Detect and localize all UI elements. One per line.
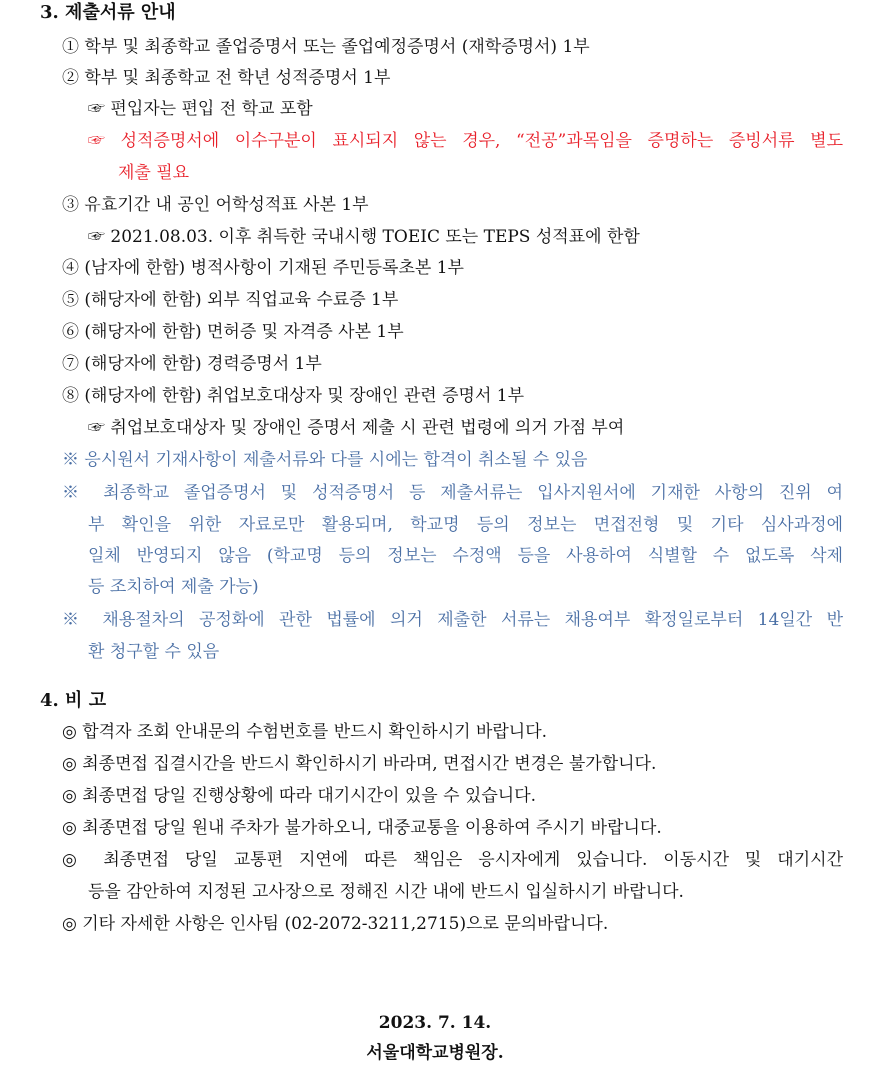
doc-item-4: ④ (남자에 한함) 병적사항이 기재된 주민등록초본 1부 <box>62 258 464 278</box>
doc-item-3-note: ☞ 2021.08.03. 이후 취득한 국내시행 TOEIC 또는 TEPS 성적표에 한함 <box>88 227 640 247</box>
doc-item-8: ⑧ (해당자에 한함) 취업보호대상자 및 장애인 관련 증명서 1부 <box>62 386 525 406</box>
document-issuer: 서울대학교병원장. <box>366 1043 504 1063</box>
doc-item-2-note-2: ☞ 성적증명서에 이수구분이 표시되지 않는 경우, “전공”과목임을 증명하는 증빙서류 별도 <box>88 131 843 151</box>
doc-item-3: ③ 유효기간 내 공인 어학성적표 사본 1부 <box>62 195 369 215</box>
doc-item-7: ⑦ (해당자에 한함) 경력증명서 1부 <box>62 354 322 374</box>
doc-item-5: ⑤ (해당자에 한함) 외부 직업교육 수료증 1부 <box>62 290 399 310</box>
notice-2-line-3: 일체 반영되지 않음 (학교명 등의 정보는 수정액 등을 사용하여 식별할 수 없도록 삭제 <box>88 546 843 566</box>
notice-1: ※ 응시원서 기재사항이 제출서류와 다를 시에는 합격이 취소될 수 있음 <box>62 450 588 470</box>
document-date: 2023. 7. 14. <box>378 1013 492 1033</box>
remark-2: ◎ 최종면접 집결시간을 반드시 확인하시기 바라며, 면접시간 변경은 불가합니다. <box>62 754 657 774</box>
notice-2-line-2: 부 확인을 위한 자료로만 활용되며, 학교명 등의 정보는 면접전형 및 기타 심사과정에 <box>88 515 843 535</box>
remark-1: ◎ 합격자 조회 안내문의 수험번호를 반드시 확인하시기 바랍니다. <box>62 722 548 742</box>
remark-4: ◎ 최종면접 당일 원내 주차가 불가하오니, 대중교통을 이용하여 주시기 바랍니다. <box>62 818 662 838</box>
section-3-title: 3. 제출서류 안내 <box>40 2 176 23</box>
doc-item-2-note-2-cont: 제출 필요 <box>118 163 190 183</box>
doc-item-2: ② 학부 및 최종학교 전 학년 성적증명서 1부 <box>62 68 391 88</box>
doc-item-1: ① 학부 및 최종학교 졸업증명서 또는 졸업예정증명서 (재학증명서) 1부 <box>62 37 590 57</box>
remark-5-line-2: 등을 감안하여 지정된 고사장으로 정해진 시간 내에 반드시 입실하시기 바랍니다. <box>88 882 684 902</box>
remark-6: ◎ 기타 자세한 사항은 인사팀 (02-2072-3211,2715)으로 문의바랍니다. <box>62 914 609 934</box>
remark-5-line-1: ◎ 최종면접 당일 교통편 지연에 따른 책임은 응시자에게 있습니다. 이동시간 및 대기시간 <box>62 850 843 870</box>
remark-3: ◎ 최종면접 당일 진행상황에 따라 대기시간이 있을 수 있습니다. <box>62 786 537 806</box>
notice-2-line-1: ※ 최종학교 졸업증명서 및 성적증명서 등 제출서류는 입사지원서에 기재한 사항의 진위 여 <box>62 483 843 503</box>
notice-3-line-2: 환 청구할 수 있음 <box>88 642 220 662</box>
doc-item-8-note: ☞ 취업보호대상자 및 장애인 증명서 제출 시 관련 법령에 의거 가점 부여 <box>88 418 625 438</box>
notice-2-line-4: 등 조치하여 제출 가능) <box>88 577 259 597</box>
doc-item-6: ⑥ (해당자에 한함) 면허증 및 자격증 사본 1부 <box>62 322 404 342</box>
section-4-title: 4. 비 고 <box>40 690 107 711</box>
doc-item-2-note-1: ☞ 편입자는 편입 전 학교 포함 <box>88 99 313 119</box>
notice-3-line-1: ※ 채용절차의 공정화에 관한 법률에 의거 제출한 서류는 채용여부 확정일로부터 14일간 반 <box>62 610 843 630</box>
